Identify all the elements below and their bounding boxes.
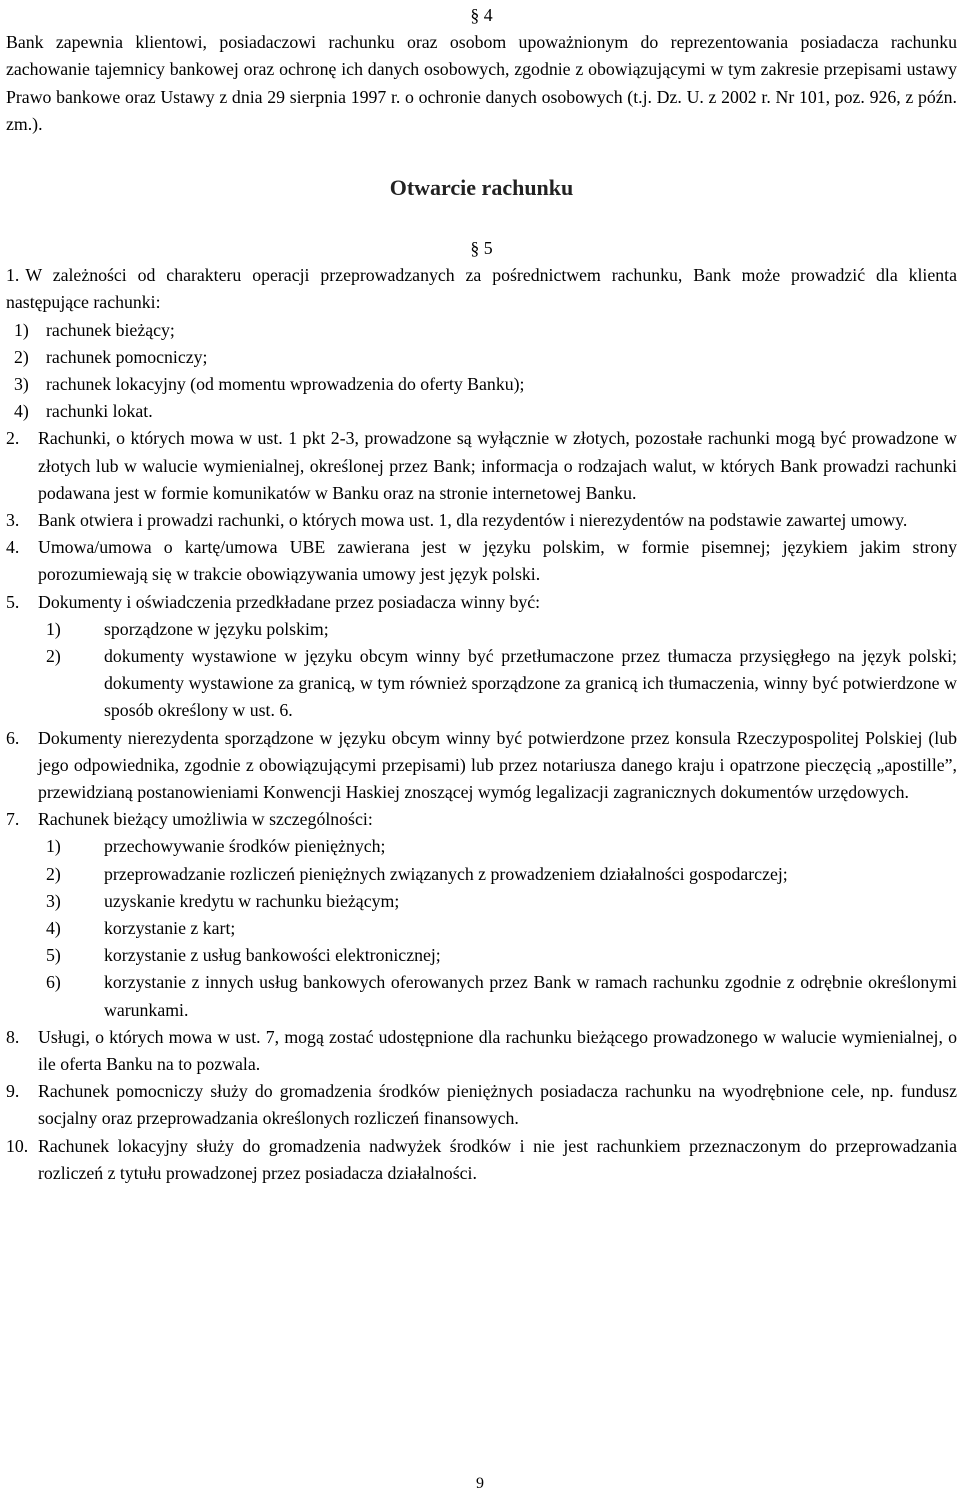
sub-item-text: rachunek bieżący; bbox=[46, 319, 175, 340]
sub-item-text: rachunek pomocniczy; bbox=[46, 346, 208, 367]
list-item bbox=[6, 725, 957, 807]
sub-item-number: 1) bbox=[46, 618, 61, 639]
sub-item-text: korzystanie z kart; bbox=[104, 918, 236, 939]
item-text: Dokumenty i oświadczenia przedkładane przez posiadacza winny być: bbox=[38, 591, 541, 612]
sub-item-number: 2) bbox=[46, 863, 61, 884]
sub-list-item bbox=[6, 317, 957, 344]
list-item bbox=[6, 1133, 957, 1187]
item-number: 3. bbox=[6, 510, 20, 531]
sub-item-text: korzystanie z usług bankowości elektronicznej; bbox=[104, 945, 441, 966]
sub-item-number: 2) bbox=[14, 346, 29, 367]
sub-item-number: 2) bbox=[46, 646, 61, 667]
sub-list-item bbox=[38, 969, 957, 1023]
sub-list-item bbox=[38, 861, 957, 888]
page-number: 9 bbox=[476, 1475, 484, 1492]
sub-item-number: 3) bbox=[14, 374, 29, 394]
list-item bbox=[6, 425, 957, 507]
sub-list bbox=[38, 833, 957, 1023]
item-text: Rachunek bieżący umożliwia w szczególności: bbox=[38, 809, 373, 830]
section-5-sign: § 5 bbox=[470, 238, 493, 258]
item-number: 1. bbox=[6, 265, 20, 286]
item-number: 4. bbox=[6, 537, 20, 558]
sub-list-item bbox=[38, 643, 957, 725]
sub-list-item bbox=[38, 915, 957, 942]
list-item bbox=[6, 806, 957, 1024]
sub-item-text: korzystanie z innych usług bankowych oferowanych przez Bank w ramach rachunku zgodnie z odrębnie określonymi warunkami. bbox=[104, 972, 957, 1020]
item-text: Rachunki, o których mowa w ust. 1 pkt 2-3, prowadzone są wyłącznie w złotych, pozostałe rachunki mogą być prowadzone w złotych lub w walucie wymienialnej, określonej przez Bank; informacja o rodzajach walut, w których Bank prowadzi rachunki podawana jest w formie komunikatów w Banku oraz na stronie internetowej Banku. bbox=[38, 428, 957, 503]
item-number: 9. bbox=[6, 1081, 20, 1102]
item-number: 8. bbox=[6, 1026, 20, 1047]
sub-item-text: dokumenty wystawione w języku obcym winny być przetłumaczone przez tłumacza przysięgłego na język polski; dokumenty wystawione za granicą, w tym również sporządzone za granicą ich tłumaczenia, winny być potwierdzone w sposób określony w ust. 6. bbox=[104, 646, 957, 721]
sub-list bbox=[38, 616, 957, 725]
sub-list-item bbox=[6, 371, 957, 398]
sub-list-item bbox=[6, 398, 957, 425]
item-text: Rachunek pomocniczy służy do gromadzenia środków pieniężnych posiadacza rachunku na wyodrębnione cele, np. fundusz socjalny oraz przeprowadzania określonych rozliczeń finansowych. bbox=[38, 1081, 957, 1129]
sub-item-number: 5) bbox=[46, 945, 61, 966]
sub-list-item bbox=[38, 942, 957, 969]
item-text: Usługi, o których mowa w ust. 7, mogą zostać udostępnione dla rachunku bieżącego prowadzonego w walucie wymienialnej, o ile oferta Banku na to pozwala. bbox=[38, 1026, 957, 1075]
item-text: Rachunek lokacyjny służy do gromadzenia nadwyżek środków i nie jest rachunkiem przeznaczonym do przeprowadzania rozliczeń z tytułu prowadzonej przez posiadacza działalności. bbox=[38, 1135, 957, 1183]
item-number: 6. bbox=[6, 727, 20, 748]
sub-item-number: 3) bbox=[46, 890, 61, 911]
sub-list-item bbox=[38, 833, 957, 860]
section-5-list bbox=[6, 262, 957, 1187]
section-4-text: Bank zapewnia klientowi, posiadaczowi rachunku oraz osobom upoważnionym do reprezentowania posiadacza rachunku zachowanie tajemnicy bankowej oraz ochronę ich danych osobowych, zgodnie z obowiązującymi w tym zakresie przepisami ustawy Prawo bankowe oraz Ustawy z dnia 29 sierpnia 1997 r. o ochronie danych osobowych (t.j. Dz. U. z 2002 r. Nr 101, poz. 926, z późn. zm.). bbox=[6, 32, 957, 134]
sub-list-item bbox=[6, 344, 957, 371]
item-text: Umowa/umowa o kartę/umowa UBE zawierana jest w języku polskim, w formie pisemnej; językiem jakim strony porozumiewają się w trakcie obowiązywania umowy jest język polski. bbox=[38, 537, 957, 585]
sub-list bbox=[6, 317, 957, 426]
sub-item-text: uzyskanie kredytu w rachunku bieżącym; bbox=[104, 890, 400, 911]
list-item bbox=[6, 262, 957, 425]
item-number: 2. bbox=[6, 428, 20, 449]
sub-list-item bbox=[38, 616, 957, 643]
sub-item-number: 1) bbox=[46, 836, 61, 857]
sub-item-number: 4) bbox=[14, 401, 29, 422]
list-item bbox=[6, 589, 957, 725]
sub-item-number: 1) bbox=[14, 319, 29, 340]
sub-list-item bbox=[38, 888, 957, 915]
list-item bbox=[6, 534, 957, 588]
item-number: 10. bbox=[6, 1135, 29, 1156]
item-number: 5. bbox=[6, 591, 20, 612]
section-4-sign: § 4 bbox=[470, 5, 493, 25]
sub-item-text: przeprowadzanie rozliczeń pieniężnych związanych z prowadzeniem działalności gospodarczej; bbox=[104, 863, 788, 884]
section-heading: Otwarcie rachunku bbox=[389, 175, 574, 200]
sub-item-text: rachunki lokat. bbox=[46, 401, 153, 422]
sub-item-text: przechowywanie środków pieniężnych; bbox=[104, 836, 386, 857]
list-item bbox=[6, 507, 957, 534]
sub-item-number: 4) bbox=[46, 918, 61, 939]
item-text: W zależności od charakteru operacji przeprowadzanych za pośrednictwem rachunku, Bank może prowadzić dla klienta następujące rachunki: bbox=[6, 265, 957, 313]
item-text: Dokumenty nierezydenta sporządzone w języku obcym winny być potwierdzone przez konsula Rzeczypospolitej Polskiej (lub jego odpowiednika, zgodnie z obowiązującymi przepisami) lub przez notariusza danego kraju i opatrzone pieczęcią „apostille”, przewidzianą postanowieniami Konwencji Haskiej znoszącej wymóg legalizacji zagranicznych dokumentów urzędowych. bbox=[38, 727, 957, 803]
item-number: 7. bbox=[6, 809, 20, 830]
item-text: Bank otwiera i prowadzi rachunki, o których mowa ust. 1, dla rezydentów i nierezydentów na podstawie zawartej umowy. bbox=[38, 510, 908, 531]
list-item bbox=[6, 1024, 957, 1078]
sub-item-text: sporządzone w języku polskim; bbox=[104, 618, 329, 639]
sub-item-text: rachunek lokacyjny (od momentu wprowadzenia do oferty Banku); bbox=[46, 374, 525, 394]
list-item bbox=[6, 1078, 957, 1132]
sub-item-number: 6) bbox=[46, 972, 61, 993]
